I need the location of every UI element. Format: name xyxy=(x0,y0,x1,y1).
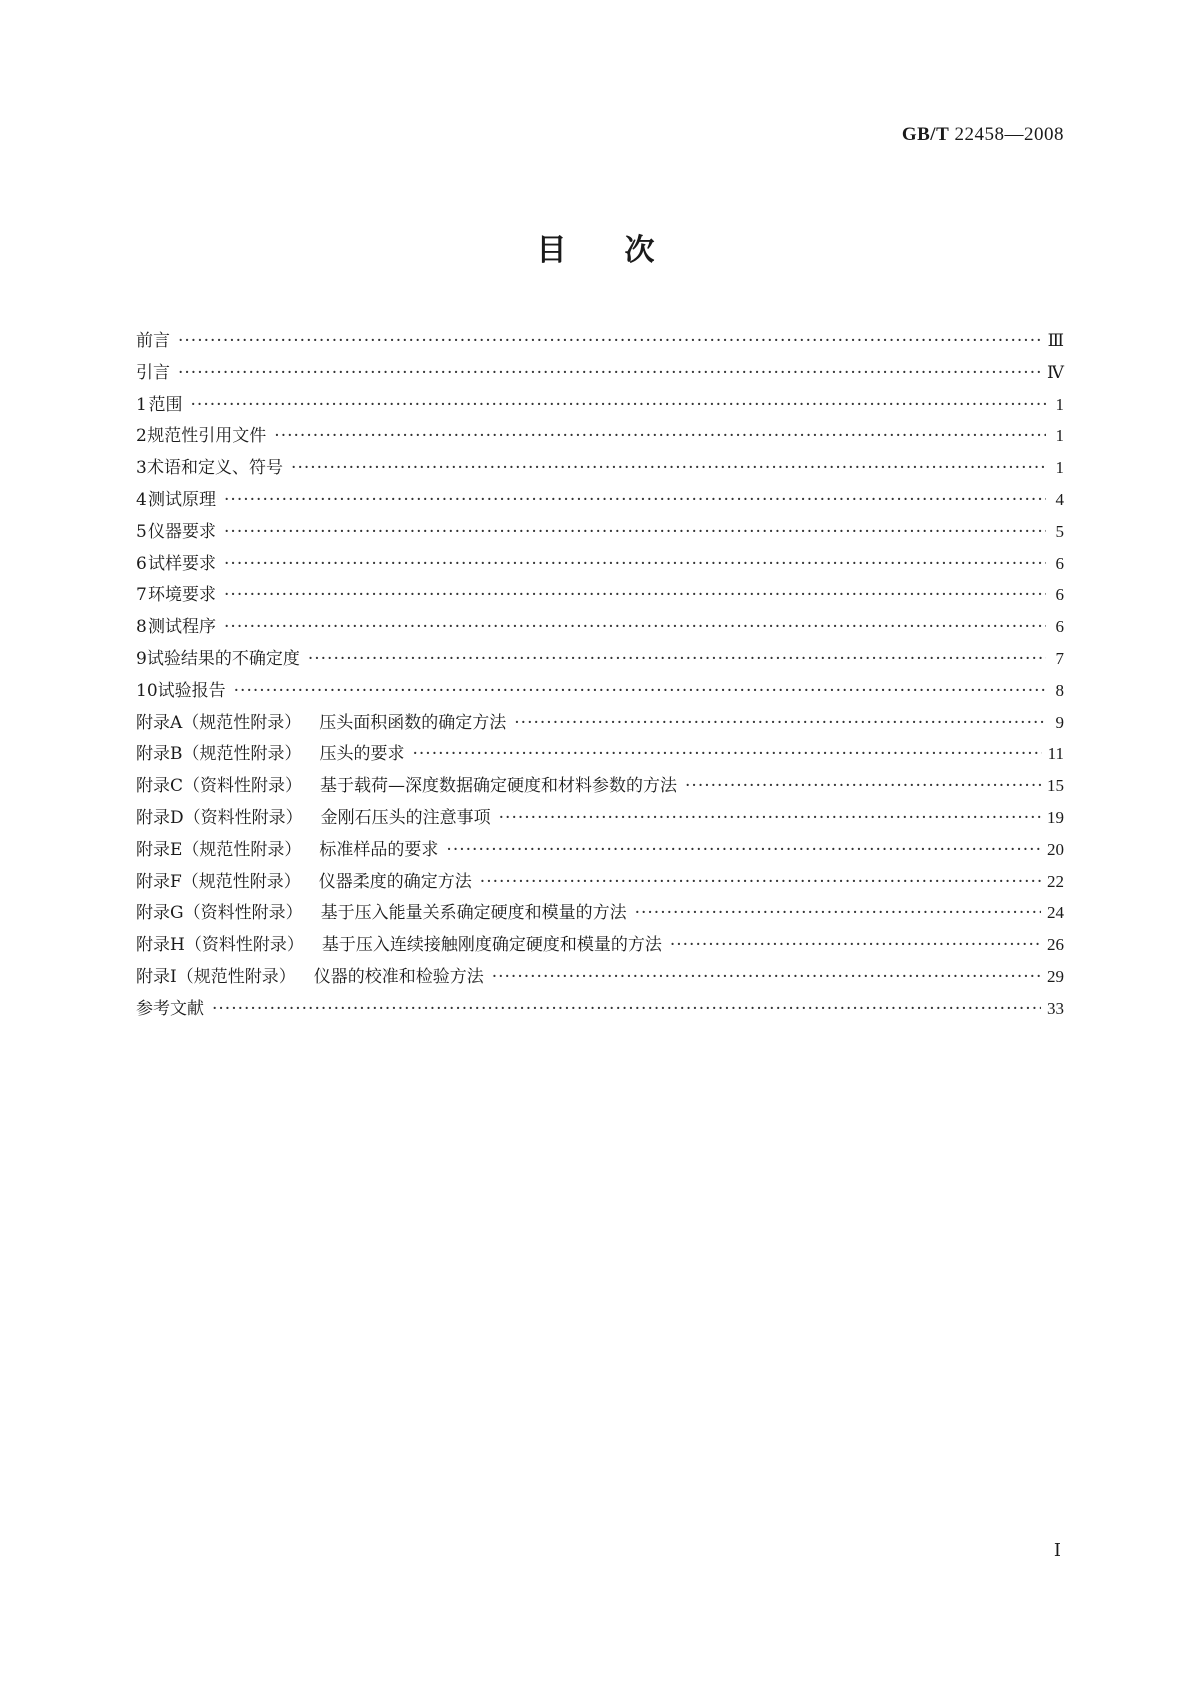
toc-entry-label: 引言 xyxy=(136,362,170,383)
toc-dot-leader xyxy=(308,648,1046,670)
toc-dot-leader xyxy=(635,902,1041,924)
toc-entry-page: 6 xyxy=(1055,553,1064,573)
toc-entry[interactable] xyxy=(136,394,1064,426)
toc-entry-number: 5 xyxy=(136,521,147,542)
toc-dot-leader xyxy=(234,680,1046,702)
toc-entry-page: 20 xyxy=(1047,839,1064,859)
toc-entry-page: 33 xyxy=(1047,998,1064,1018)
toc-entry[interactable] xyxy=(136,553,1064,585)
toc-entry-label: 试样要求 xyxy=(148,553,217,574)
toc-entry-page: 8 xyxy=(1055,680,1064,700)
toc-entry[interactable] xyxy=(136,648,1064,680)
toc-entry-number: 附录G（资料性附录） xyxy=(136,903,303,924)
toc-dot-leader xyxy=(224,584,1046,606)
toc-dot-leader xyxy=(224,616,1046,638)
toc-entry-page: 1 xyxy=(1055,394,1064,414)
toc-entry-page: 29 xyxy=(1047,966,1064,986)
toc-dot-leader xyxy=(212,998,1041,1020)
page-title: 目次 xyxy=(536,233,713,268)
toc-entry-page: 1 xyxy=(1055,458,1064,478)
toc-dot-leader xyxy=(274,425,1046,447)
toc-entry[interactable] xyxy=(136,807,1064,839)
toc-entry[interactable] xyxy=(136,489,1064,521)
toc-entry[interactable] xyxy=(136,457,1064,489)
toc-entry-number: 7 xyxy=(136,585,147,606)
toc-entry-label: 标准样品的要求 xyxy=(319,839,439,860)
toc-entry[interactable] xyxy=(136,871,1064,903)
toc-entry-number: 附录D（资料性附录） xyxy=(136,807,303,828)
toc-dot-leader xyxy=(480,871,1041,893)
toc-dot-leader xyxy=(413,743,1042,765)
toc-dot-leader xyxy=(291,457,1046,479)
toc-entry-number: 8 xyxy=(136,617,147,638)
toc-entry[interactable] xyxy=(136,775,1064,807)
toc-entry-page: 6 xyxy=(1055,617,1064,637)
toc-dot-leader xyxy=(499,807,1041,829)
toc-entry-label: 术语和定义、符号 xyxy=(147,458,284,479)
toc-entry-page: 24 xyxy=(1047,903,1064,923)
toc-entry-page: 6 xyxy=(1055,585,1064,605)
toc-entry-number: 附录A（规范性附录） xyxy=(136,712,302,733)
toc-entry-label: 仪器柔度的确定方法 xyxy=(318,871,472,892)
toc-dot-leader xyxy=(685,775,1041,797)
toc-entry-label: 参考文献 xyxy=(136,998,204,1019)
toc-entry[interactable] xyxy=(136,934,1064,966)
toc-entry-label: 基于载荷—深度数据确定硬度和材料参数的方法 xyxy=(320,776,678,797)
toc-entry[interactable] xyxy=(136,330,1064,362)
toc-entry-page: 5 xyxy=(1055,521,1064,541)
standard-number xyxy=(902,124,1064,146)
toc-entry-page: 15 xyxy=(1047,776,1064,796)
toc-entry-label: 基于压入连续接触刚度确定硬度和模量的方法 xyxy=(321,935,662,956)
toc-entry-number: 附录I（规范性附录） xyxy=(136,966,296,987)
toc-entry-label: 测试原理 xyxy=(148,489,217,510)
toc-entry-page: 22 xyxy=(1047,871,1064,891)
toc-entry[interactable] xyxy=(136,743,1064,775)
toc-entry-page: 9 xyxy=(1055,712,1064,732)
toc-entry-number: 2 xyxy=(136,426,147,447)
toc-entry[interactable] xyxy=(136,616,1064,648)
toc-entry-label: 规范性引用文件 xyxy=(147,426,267,447)
toc-entry[interactable] xyxy=(136,584,1064,616)
toc-entry[interactable] xyxy=(136,902,1064,934)
toc-entry-label: 范围 xyxy=(148,394,183,415)
toc-entry-number: 4 xyxy=(136,489,147,510)
toc-entry-label: 压头面积函数的确定方法 xyxy=(319,712,507,733)
toc-entry-number: 附录C（资料性附录） xyxy=(136,776,303,797)
toc-entry[interactable] xyxy=(136,998,1064,1030)
page-number: Ⅰ xyxy=(1053,1540,1061,1560)
toc-entry-number: 附录B（规范性附录） xyxy=(136,744,302,765)
toc-entry-label: 基于压入能量关系确定硬度和模量的方法 xyxy=(320,903,627,924)
toc-entry-page: 11 xyxy=(1047,744,1064,764)
toc-entry-label: 环境要求 xyxy=(148,585,217,606)
toc-entry[interactable] xyxy=(136,966,1064,998)
toc-entry-label: 前言 xyxy=(136,331,170,351)
toc-dot-leader xyxy=(178,330,1042,352)
table-of-contents xyxy=(136,330,1064,1030)
toc-entry-page: 4 xyxy=(1055,489,1064,509)
toc-entry-label: 仪器的校准和检验方法 xyxy=(313,966,484,987)
toc-entry[interactable] xyxy=(136,425,1064,457)
toc-entry-label: 测试程序 xyxy=(148,617,217,638)
toc-dot-leader xyxy=(670,934,1041,956)
toc-dot-leader xyxy=(492,966,1041,988)
toc-dot-leader xyxy=(224,553,1046,575)
toc-dot-leader xyxy=(178,362,1041,384)
toc-dot-leader xyxy=(514,712,1046,734)
toc-entry[interactable] xyxy=(136,839,1064,871)
toc-entry-number: 3 xyxy=(136,458,147,479)
standard-code: 22458—2008 xyxy=(954,124,1064,145)
toc-entry-label: 试验结果的不确定度 xyxy=(146,648,300,669)
toc-entry[interactable] xyxy=(136,521,1064,553)
toc-entry-number: 6 xyxy=(136,553,147,574)
toc-entry-label: 压头的要求 xyxy=(319,744,405,765)
toc-entry[interactable] xyxy=(136,680,1064,712)
toc-entry-page: 26 xyxy=(1047,935,1064,955)
toc-entry-page: Ⅳ xyxy=(1047,362,1064,382)
toc-entry-page: Ⅲ xyxy=(1047,331,1064,350)
toc-entry-page: 19 xyxy=(1047,807,1064,827)
standard-prefix: GB/T xyxy=(901,124,950,145)
toc-entry[interactable] xyxy=(136,712,1064,744)
toc-dot-leader xyxy=(191,394,1046,416)
toc-dot-leader xyxy=(224,489,1046,511)
toc-entry[interactable] xyxy=(136,362,1064,394)
toc-entry-page: 1 xyxy=(1055,426,1064,446)
toc-entry-label: 金刚石压头的注意事项 xyxy=(320,807,491,828)
toc-entry-number: 附录H（资料性附录） xyxy=(136,935,304,956)
toc-entry-number: 附录F（规范性附录） xyxy=(136,871,301,892)
toc-entry-label: 仪器要求 xyxy=(148,521,217,542)
toc-entry-page: 7 xyxy=(1055,648,1064,668)
toc-entry-number: 附录E（规范性附录） xyxy=(136,839,302,860)
toc-entry-number: 1 xyxy=(136,394,147,415)
toc-dot-leader xyxy=(224,521,1046,543)
toc-entry-number: 9 xyxy=(136,648,147,669)
toc-dot-leader xyxy=(446,839,1041,861)
toc-entry-label: 试验报告 xyxy=(157,680,226,701)
toc-entry-number: 10 xyxy=(136,680,158,701)
